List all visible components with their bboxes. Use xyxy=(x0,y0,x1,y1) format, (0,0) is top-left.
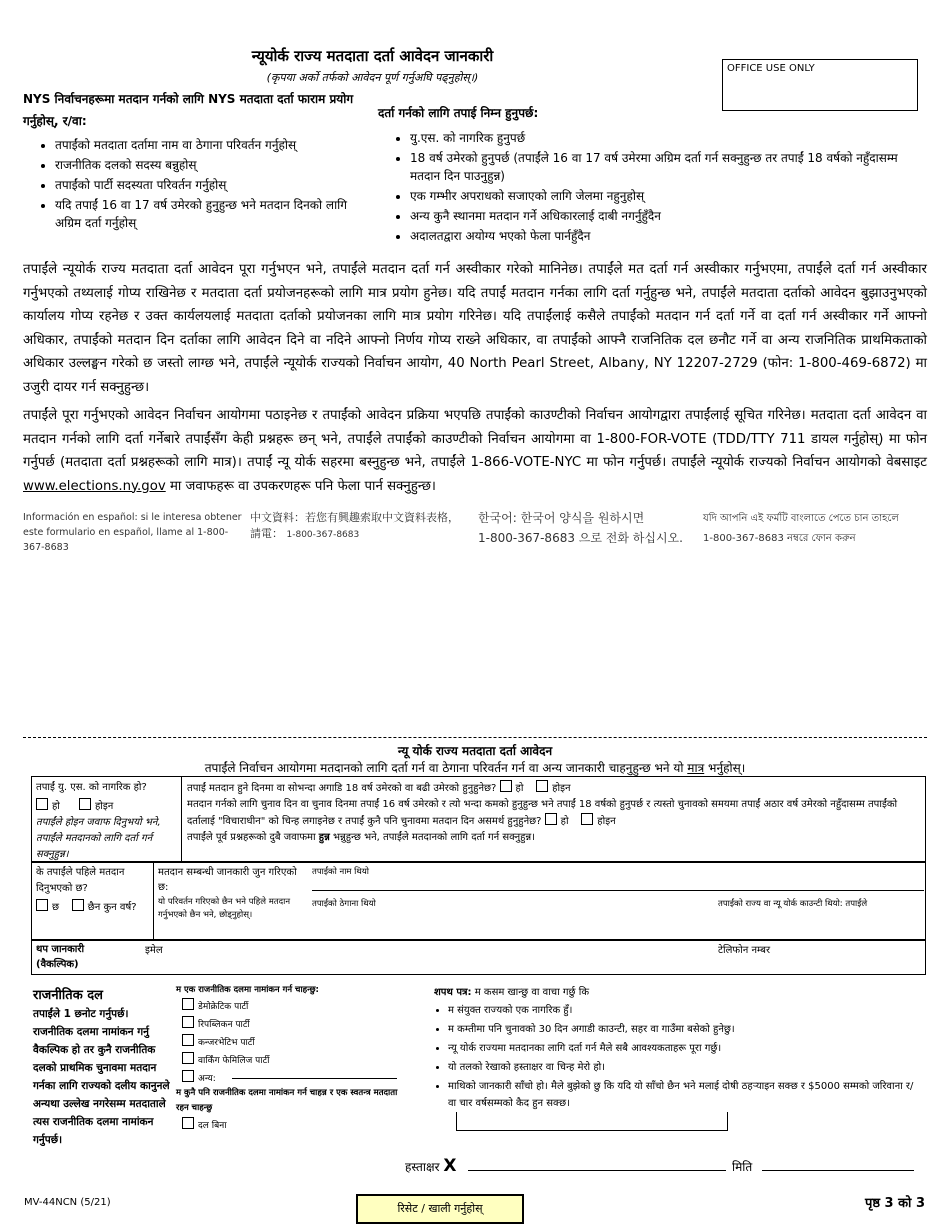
optional-info-section xyxy=(31,939,926,975)
republican-checkbox[interactable] xyxy=(182,1016,194,1028)
list-item: • एक गम्भीर अपराधको सजाएको लागि जेलमा नहुनुहोस् xyxy=(410,187,923,205)
voted-yes-checkbox[interactable] xyxy=(36,899,48,911)
other-party-checkbox[interactable] xyxy=(182,1070,194,1082)
form-subtitle-only: मात्र xyxy=(687,761,705,775)
list-item: • राजनीतिक दलको सदस्य बन्नुहोस् xyxy=(55,156,368,174)
cut-line xyxy=(23,737,927,738)
signature-label: हस्ताक्षर xyxy=(405,1160,440,1174)
republican-label: रिपब्लिकन पार्टी xyxy=(198,1020,250,1030)
list-item: • तपाईंको पार्टी सदस्यता परिवर्तन गर्नुहोस् xyxy=(55,176,368,194)
democratic-label: डेमोक्रेटिक पार्टी xyxy=(198,1002,249,1012)
oath-item: • यो तलको रेखाको हस्ताक्षर वा चिन्ह मेरो हो। xyxy=(448,1059,918,1076)
left-intro-heading: NYS निर्वाचनहरूमा मतदान गर्नको लागि NYS मतदाता दर्ता फाराम प्रयोग गर्नुहोस्, र/वा: xyxy=(23,92,354,128)
korean-line-1: 한국어: 한국어 양식을 원하시면 xyxy=(478,511,645,525)
list-item: • यु.एस. को नागरिक हुनुपर्छ xyxy=(410,129,923,147)
age-question: तपाईं मतदान हुने दिनमा वा सोभन्दा अगाडि 18 वर्ष उमेरको वा बढी उमेरको हुनुहुनेछ? xyxy=(187,783,497,794)
no-party-question: म कुनै पनि राजनीतिक दलमा नामांकन गर्न चाहन्न र एक स्वतन्त्र मतदाता रहन चाहन्छु xyxy=(176,1088,398,1113)
conservative-checkbox[interactable] xyxy=(182,1034,194,1046)
right-intro-list xyxy=(378,129,923,245)
bengali-line-2: 1-800-367-8683 নম্বরে ফোন করুন xyxy=(703,533,856,544)
reset-button[interactable]: रिसेट / खाली गर्नुहोस् xyxy=(356,1194,524,1224)
korean-info xyxy=(478,508,683,548)
age-note-bold: हुन्न xyxy=(318,832,330,843)
bengali-info xyxy=(703,509,899,549)
prev-address-label: तपाईंको ठेगाना थियो xyxy=(312,899,376,909)
chinese-line-1: 中文資料：若您有興趣索取中文資料表格， xyxy=(250,511,459,524)
signature-x: X xyxy=(443,1156,457,1176)
page-title: न्यूयोर्क राज्य मतदाता दर्ता आवेदन जानकारी xyxy=(251,47,494,65)
signature-label-wrap xyxy=(405,1156,456,1176)
citizen-yes-checkbox[interactable] xyxy=(36,798,48,810)
party-heading: राजनीतिक दल xyxy=(33,988,103,1003)
changed-info-label: मतदान सम्बन्धी जानकारी जुन गरिएको छ: xyxy=(158,867,297,893)
oath-heading-rest: म कसम खान्छु वा वाचा गर्छु कि xyxy=(474,987,590,998)
party-description: तपाईंले 1 छनोट गर्नुपर्छ। राजनीतिक दलमा नामांकन गर्नु वैकल्पिक हो तर कुनै राजनीतिक दलको प्राथमिक चुनावमा मतदान गर्नका लागि राज्यको दलीय कानुनले अन्यथा उल्लेख नगरेसम्म मतदाताले त्यस राजनीतिक दलमा नामांकन गर्नुपर्छ। xyxy=(33,1008,170,1146)
oath-item: • म कम्तीमा पनि चुनावको 30 दिन अगाडी काउन्टी, सहर वा गाउँमा बसेको हुनेछु। xyxy=(448,1021,918,1038)
no-party-checkbox[interactable] xyxy=(182,1117,194,1129)
chinese-line-2: 請電： xyxy=(250,527,283,540)
citizen-no-checkbox[interactable] xyxy=(79,798,91,810)
citizen-block xyxy=(36,780,178,863)
age-note-post: भन्नुहुन्छ भने, तपाईंले मतदानको लागि दर्ता गर्न सक्नुहुन्न। xyxy=(333,832,535,843)
age-note-pre: तपाईंले पूर्व प्रश्नहरूको दुबै जवाफमा xyxy=(187,832,316,843)
working-families-label: वार्किंग फेमिलिज पार्टी xyxy=(198,1056,270,1066)
list-item: • यदि तपाईं 16 वा 17 वर्ष उमेरको हुनुहुन्छ भने मतदान दिनको लागि अग्रिम दर्ता गर्नुहोस् xyxy=(55,196,368,232)
citizen-note: तपाईंले होइन जवाफ दिनुभयो भने, तपाईंले मतदानको लागि दर्ता गर्न सक्नुहुन्न। xyxy=(36,817,161,860)
citizen-yes-label: हो xyxy=(52,801,60,812)
other-party-label: अन्य: xyxy=(198,1074,216,1084)
optional-label: थप जानकारी (वैकल्पिक) xyxy=(36,944,85,970)
website-link[interactable]: www.elections.ny.gov xyxy=(23,478,166,494)
signature-field[interactable] xyxy=(468,1170,726,1171)
prev-county-label: तपाईंको राज्य वा न्यू योर्क काउन्टी थियो: तपाईंले xyxy=(718,899,868,909)
working-families-checkbox[interactable] xyxy=(182,1052,194,1064)
oath-heading-bold: शपथ पत्र: xyxy=(434,987,472,998)
list-item: • तपाईंको मतदाता दर्तामा नाम वा ठेगाना परिवर्तन गर्नुहोस् xyxy=(55,136,368,154)
date-label: मिति xyxy=(732,1160,753,1174)
voted-before-question: के तपाईंले पहिले मतदान दिनुभएको छ? xyxy=(36,867,125,894)
date-field[interactable] xyxy=(762,1170,914,1171)
voted-no-checkbox[interactable] xyxy=(72,899,84,911)
right-intro xyxy=(378,104,923,247)
prev-name-label: तपाईंको नाम थियो xyxy=(312,867,369,877)
form-subtitle-post: भर्नुहोस्। xyxy=(708,761,746,775)
age-no-checkbox[interactable] xyxy=(536,780,548,792)
age2-yes-checkbox[interactable] xyxy=(545,813,557,825)
contact-text: तपाईंले पूरा गर्नुभएको आवेदन निर्वाचन आयोगमा पठाइनेछ र तपाईंको आवेदन प्रक्रिया भएपछि तपाईंको काउण्टीको निर्वाचन आयोगद्वारा तपाईंलाई सूचित गरिनेछ। मतदाता दर्ता आवेदन वा मतदान गर्नको लागि दर्ता गर्नेबारे तपाईंसँग केही प्रश्नहरू छन् भने, तपाईंले तपाईंको काउण्टीको निर्वाचन आयोगमा वा 1-800-FOR-VOTE (TDD/TTY 711 डायल गर्नुहोस्) मा फोन गर्नुपर्छ (मतदाता दर्ता प्रश्नहरूको लागि मात्र)। तपाईं न्यू योर्क सहरमा बस्नुहुन्छ भने, तपाईंले 1-866-VOTE-NYC मा फोन गर्नुपर्छ। तपाईंले न्यूयोर्क राज्यको निर्वाचन आयोगको वेबसाइट xyxy=(23,408,927,470)
rights-paragraph: तपाईंले न्यूयोर्क राज्य मतदाता दर्ता आवेदन पूरा गर्नुभएन भने, तपाईंले मतदान दर्ता गर्न अस्वीकार गरेको मानिनेछ। तपाईंले मत दर्ता गर्न अस्वीकार गर्नुभएमा, तपाईंले दर्ता गर्न अस्वीकार गर्नुभएको तथ्यलाई गोप्य राखिनेछ र मतदाता दर्ता प्रयोजनहरूको लागि मात्र प्रयोग हुनेछ। यदि तपाईं मतदान गर्नका लागि दर्ता गर्नुहुन्छ भने, तपाईंले मतदाता दर्ताको आवेदन बुझाउनुभएको कार्यालय गोप्य रहनेछ र उक्त कार्यलयलाई मतदाता दर्ताको प्रयोजनका लागि मात्र प्रयोग गरिनेछ। यदि तपाईंलाई कसैले तपाईंको मतदान गर्न दर्ता गर्ने वा दर्ता गर्न अस्वीकार गर्ने आफ्नो अधिकार, तपाईंको मतदान दिन दर्ताका लागि आवेदन दिने वा नदिने आफ्नो निर्णय गोप्य राख्ने अधिकार, वा तपाईंको आफ्नै राजनितिक दल छनौट गर्ने वा अन्य राजनितिक प्राथमिकताको अधिकार उल्लङ्घन गरेको छ जस्तो लाग्छ भने, तपाईंले न्यूयोर्क राज्यको निर्वाचन आयोग, 40 North Pearl Street, Albany, NY 12207-2729 (फोन: 1-800-469-6872) मा उजुरी दायर गर्न सक्नुहुन्छ। xyxy=(23,262,927,395)
left-intro-list xyxy=(23,136,368,232)
voted-before-block xyxy=(36,865,150,916)
list-item: • अन्य कुनै स्थानमा मतदान गर्ने अधिकारलाई दाबी नगर्नुहुँदैन xyxy=(410,207,923,225)
voted-no-label: छैन कुन वर्ष? xyxy=(87,902,137,913)
list-item: • अदालतद्वारा अयोग्य भएको फेला पार्नहुँदैन xyxy=(410,227,923,245)
oath-heading xyxy=(434,984,589,998)
email-label: इमेल xyxy=(145,945,163,956)
chinese-info xyxy=(250,510,459,543)
page-number: पृष्ठ 3 को 3 xyxy=(864,1196,925,1211)
prev-name-field[interactable] xyxy=(312,890,924,891)
office-use-label: OFFICE USE ONLY xyxy=(727,63,815,74)
form-title: न्यू योर्क राज्य मतदाता दर्ता आवेदन xyxy=(397,744,553,758)
citizen-question: तपाईं यु. एस. को नागरिक हो? xyxy=(36,782,147,793)
age-no-label: होइन xyxy=(552,783,571,794)
divider xyxy=(181,776,182,862)
form-subtitle-pre: तपाईंले निर्वाचन आयोगमा मतदानको लागि दर्ता गर्न वा ठेगाना परिवर्तन गर्न वा अन्य जानकारी चाहनुहुन्छ भने यो xyxy=(204,761,684,775)
right-intro-heading: दर्ता गर्नको लागि तपाई निम्न हुनुपर्छ: xyxy=(378,106,539,120)
party-options xyxy=(182,998,269,1088)
contact-text-end: मा जवाफहरू वा उपकरणहरू पनि फेला पार्न सक्नुहुन्छ। xyxy=(169,478,436,494)
age-block xyxy=(187,780,919,846)
list-item: • 18 वर्ष उमेरको हुनुपर्छ (तपाईंले 16 वा 17 वर्ष उमेरमा अग्रिम दर्ता गर्न सक्नुहुन्छ तर तपाईं 18 वर्षको नहुँदासम्म मतदान दिन पाउनुहुन्न) xyxy=(410,149,923,185)
form-code: MV-44NCN (5/21) xyxy=(24,1197,111,1208)
phone-label: टेलिफोन नम्बर xyxy=(718,945,771,956)
changed-info-note: यो परिवर्तन गरिएको छैन भने पहिले मतदान गर्नुभएको छैन भने, छोड्नुहोस्। xyxy=(158,897,291,920)
left-intro xyxy=(23,88,368,234)
democratic-checkbox[interactable] xyxy=(182,998,194,1010)
oath-item: • माथिको जानकारी साँचो हो। मैले बुझेको छु कि यदि यो साँचो छैन भने मलाई दोषी ठहऱ्याइन सक्छ र $5000 सम्मको जरिवाना र/वा चार वर्षसम्मको कैद हुन सक्छ। xyxy=(448,1078,918,1112)
signature-box[interactable] xyxy=(456,1112,728,1131)
oath-item: • म संयुक्त राज्यको एक नागरिक हुँ। xyxy=(448,1002,918,1019)
enroll-question: म एक राजनीतिक दलमा नामांकन गर्न चाहन्छु: xyxy=(176,985,319,995)
voted-yes-label: छ xyxy=(52,902,60,913)
oath-list xyxy=(426,1000,918,1114)
page-subtitle: (कृपया अर्को तर्फको आवेदन पूर्ण गर्नुअघि पढ्नुहोस्।) xyxy=(266,71,479,84)
other-party-field[interactable] xyxy=(232,1078,397,1079)
age-question-2: मतदान गर्नको लागि चुनाव दिन वा चुनाव दिनमा तपाईं 16 वर्ष उमेरको र त्यो भन्दा कमको हुनुहुन्छ भने तपाईं 18 वर्षको हुनुपर्छ र त्यस्तो चुनावको समयमा तपाईं अठार वर्ष उमेरको नहुँदासम्म तपाईंको दर्तालाई "विचाराधीन" को चिन्ह लगाइनेछ र तपाईं कुनै पनि चुनावमा मतदान दिन असमर्थ हुनुहुनेछ? xyxy=(187,799,898,827)
age2-no-label: होइन xyxy=(597,816,616,827)
age-yes-checkbox[interactable] xyxy=(500,780,512,792)
chinese-phone: 1-800-367-8683 xyxy=(286,530,360,540)
oath-item: • न्यू योर्क राज्यमा मतदानका लागि दर्ता गर्न मैले सबै आवश्यकताहरू पूरा गर्छु। xyxy=(448,1040,918,1057)
contact-paragraph xyxy=(23,404,927,498)
conservative-label: कन्जरभेटिभ पार्टी xyxy=(198,1038,255,1048)
age-yes-label: हो xyxy=(515,783,524,794)
age2-no-checkbox[interactable] xyxy=(581,813,593,825)
citizen-no-label: होइन xyxy=(94,801,114,812)
no-party-label: दल बिना xyxy=(198,1121,227,1131)
divider xyxy=(153,861,154,939)
korean-line-2: 1-800-367-8683 으로 전화 하십시오. xyxy=(478,531,683,545)
form-subtitle xyxy=(0,759,950,776)
age2-yes-label: हो xyxy=(560,816,569,827)
no-party-option xyxy=(182,1117,227,1131)
spanish-info: Información en español: si le interesa obtener este formulario en español, llame al 1-800-367-8683 xyxy=(23,512,242,553)
bengali-line-1: যদি আপনি এই ফর্মটি বাংলাতে পেতে চান তাহলে xyxy=(703,513,899,524)
